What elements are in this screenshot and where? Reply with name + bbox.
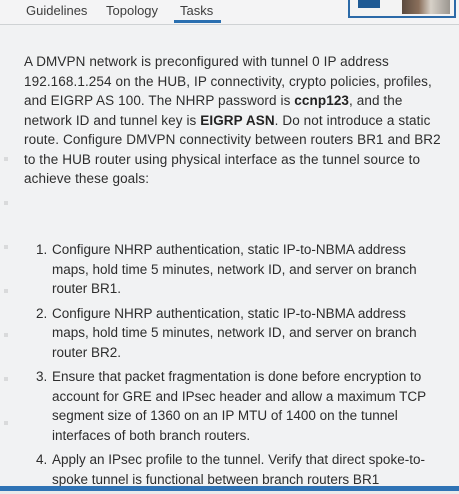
task-text: Ensure that packet fragmentation is done before encryption to account for GRE and IPsec header and allow a maximum TCP segment size of 1360 on an IP MTU of 1400 on the tunnel interfaces of both branch routers. xyxy=(52,369,426,443)
task-text: Configure NHRP authentication, static IP-to-NBMA address maps, hold time 5 minutes, network ID, and server on branch router BR2. xyxy=(52,305,417,360)
video-preview[interactable] xyxy=(348,0,456,18)
intro-text-1: A DMVPN network is preconfigured with tunnel 0 IP address 192.168.1.254 on the HUB, IP connectivity, crypto policies, profiles, and EIGRP AS 100. The NHRP password is xyxy=(24,54,432,108)
intro-text-3: . Do not introduce a static route. Configure DMVPN connectivity between routers BR1 and BR2 to the HUB router using physical interface as the tunnel source to achieve these goals: xyxy=(24,112,441,186)
tab-tasks[interactable]: Tasks xyxy=(180,3,214,18)
tab-topology[interactable]: Topology xyxy=(106,3,159,18)
video-icon xyxy=(358,0,380,8)
intro-text-2: , and the network ID and tunnel key is xyxy=(24,93,403,128)
video-thumbnail xyxy=(402,0,450,14)
task-panel xyxy=(0,25,459,491)
network-id-key: EIGRP ASN xyxy=(200,112,275,128)
task-item xyxy=(24,367,444,445)
margin-marks xyxy=(4,117,8,457)
tab-bar xyxy=(0,0,459,25)
tab-guidelines[interactable]: Guidelines xyxy=(26,3,88,18)
task-description xyxy=(24,52,444,189)
task-item xyxy=(24,240,444,299)
bottom-accent-bar xyxy=(0,486,459,491)
task-text: Configure NHRP authentication, static IP-to-NBMA address maps, hold time 5 minutes, network ID, and server on branch router BR1. xyxy=(52,242,417,296)
task-text: Apply an IPsec profile to the tunnel. Verify that direct spoke-to-spoke tunnel is functional between branch routers BR1 xyxy=(52,452,425,487)
task-item xyxy=(24,450,444,489)
task-number: 3. xyxy=(36,369,48,384)
nhrp-password: ccnp123 xyxy=(294,93,350,108)
task-number: 2. xyxy=(36,305,48,321)
task-list xyxy=(24,240,444,494)
task-item xyxy=(24,304,444,363)
task-number: 4. xyxy=(36,452,48,467)
task-number: 1. xyxy=(36,242,48,257)
